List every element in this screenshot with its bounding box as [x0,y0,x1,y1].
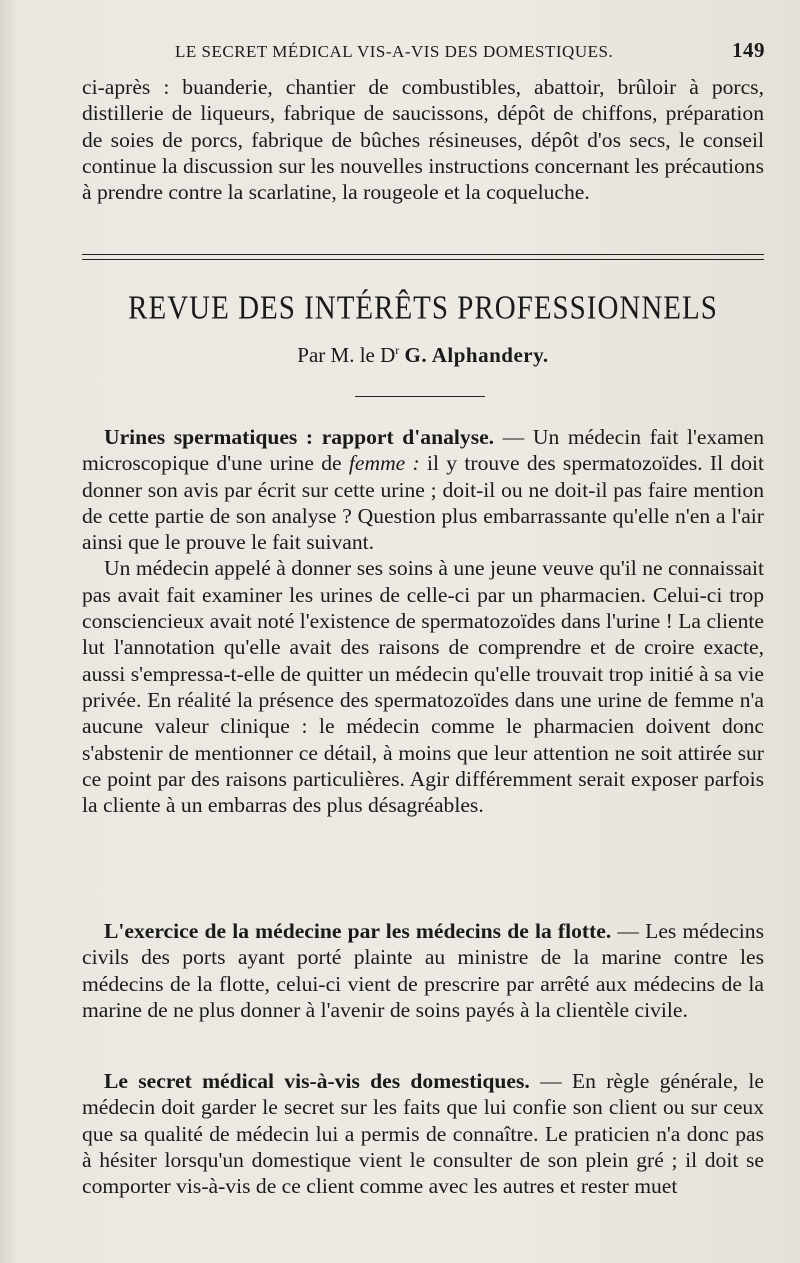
byline-prefix: Par M. le D [297,343,396,367]
article-domestiques [82,1068,764,1199]
intro-text: ci-après : buanderie, chantier de combustibles, abattoir, brûloir à porcs, distillerie de liqueurs, fabrique de saucissons, dépôt de chiffons, préparation de soies de porcs, fabrique de bûches résineuses, dépôt d'os secs, le conseil continue la discussion sur les nouvelles instructions concernant les précautions à prendre contre la scarlatine, la rougeole et la coqueluche. [82,75,764,205]
article-flotte-p1 [82,918,764,1023]
article-urines-p1 [82,424,764,555]
article-text: — Les médecins civils des ports ayant porté plainte au ministre de la marine contre les médecins de la flotte, celui-ci vient de prescrire par arrêté aux médecins de la marine de ne plus donner à l'avenir de soins payés à la clientèle civile. [82,919,765,1022]
running-title: LE SECRET MÉDICAL VIS-A-VIS DES DOMESTIQUES. [175,42,614,61]
section-divider [82,254,764,260]
intro-paragraph [82,74,764,205]
article-lead: L'exercice de la médecine par les médecins de la flotte. [104,919,612,943]
page-number: 149 [732,38,765,62]
short-rule [355,396,485,397]
article-text: — En règle générale, le médecin doit garder le secret sur les faits que lui confie son client ou sur ceux que sa qualité de médecin lui a permis de connaître. Le praticien n'a donc pas à hésiter lorsqu'un domestique vient le consulter de son plein gré ; il doit se comporter vis-à-vis de ce client comme avec les autres et rester muet [82,1069,764,1199]
article-flotte [82,918,764,1023]
article-text: il y trouve des spermatozoïdes. Il doit donner son avis par écrit sur cette urine ; doit-il ou ne doit-il pas faire mention de cette partie de son analyse ? Question plus embarrassante qu'elle n'en a l'air ainsi que le prouve le fait suivant. [82,451,764,555]
article-text: — Un médecin fait l'examen microscopique d'une urine de [82,425,764,476]
byline [82,343,764,368]
article-urines [82,424,764,818]
article-domestiques-p1 [82,1068,764,1199]
article-emphasis: femme : [348,451,420,476]
article-lead: Le secret médical vis-à-vis des domestiques. [104,1069,530,1093]
article-lead: Urines spermatiques : rapport d'analyse. [104,425,495,449]
section-title: REVUE DES INTÉRÊTS PROFESSIONNELS [128,289,718,327]
article-urines-p2: Un médecin appelé à donner ses soins à une jeune veuve qu'il ne connaissait pas avait fait examiner les urines de celle-ci par un pharmacien. Celui-ci trop consciencieux avait noté l'existence de spermatozoïdes dans l'urine ! La cliente lut l'annotation qu'elle avait des raisons de comprendre et de croire exacte, aussi s'empressa-t-elle de quitter un médecin qu'elle trouvait trop initié à sa vie privée. En réalité la présence des spermatozoïdes dans une urine de femme n'a aucune valeur clinique : le médecin comme le pharmacien doivent donc s'abstenir de mentionner ce détail, à moins que leur attention ne soit attirée sur ce point par des raisons particulières. Agir différemment serait exposer parfois la cliente à un embarras des plus désagréables. [82,556,764,818]
running-header [175,38,765,63]
byline-author: G. Alphandery. [404,343,549,367]
byline-sup: r [395,343,400,357]
